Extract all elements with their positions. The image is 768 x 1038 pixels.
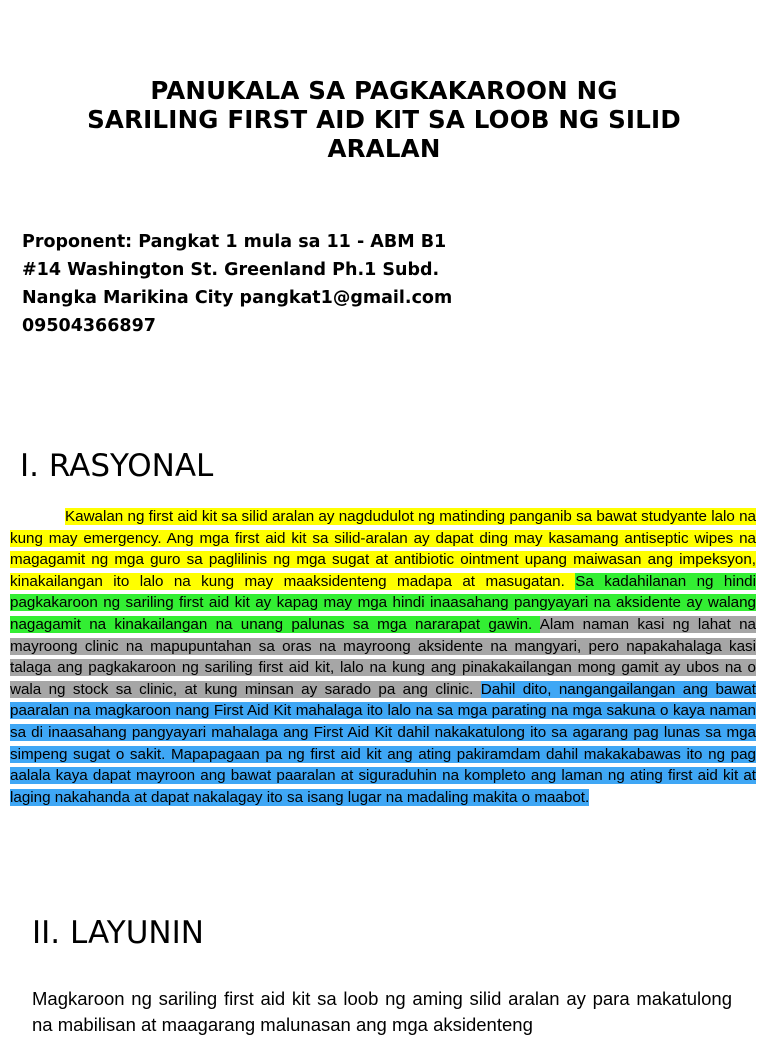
section-heading-layunin: II. LAYUNIN [32, 915, 204, 951]
address-line: #14 Washington St. Greenland Ph.1 Subd. [22, 260, 440, 280]
proponent-line: Proponent: Pangkat 1 mula sa 11 - ABM B1 [22, 232, 447, 252]
highlight-green-segment: Sa kadahilanan ng hindi pagkakaroon ng sariling first aid kit ay kapag may mga hindi inaasahang pangyayari na aksidente ay walang nagagamit na kinakailangan na unang palunas sa mga nararapat gawin. [10, 572, 756, 633]
rasyonal-paragraph [10, 506, 756, 808]
title-line: PANUKALA SA PAGKAKAROON NG [150, 76, 618, 105]
layunin-paragraph: Magkaroon ng sariling first aid kit sa loob ng aming silid aralan ay para makatulong na mabilisan at maagarang malunasan ang mga aksidenteng [32, 988, 732, 1035]
document-title [0, 76, 768, 163]
highlight-gray-segment: Alam naman kasi ng lahat na mayroong clinic na mapupuntahan sa oras na mayroong aksidente na mangyari, pero napakahalaga kasi talaga ang pagkakaroon ng sariling first aid kit, lalo na kung ang pinakakailangan mong gamit ay ubos na o wala ng stock sa clinic, at kung minsan ay sarado pa ang clinic. [10, 615, 756, 698]
city-email-line: Nangka Marikina City pangkat1@gmail.com [22, 288, 453, 308]
phone-line: 09504366897 [22, 316, 156, 336]
section-heading-rasyonal: I. RASYONAL [20, 448, 214, 484]
proponent-block [22, 228, 452, 340]
title-line: ARALAN [327, 134, 441, 163]
highlight-yellow-segment: Kawalan ng first aid kit sa silid aralan ay nagdudulot ng matinding panganib sa bawat studyante lalo na kung may emergency. Ang mga first aid kit sa silid-aralan ay dapat ding may kasamang antiseptic wipes na magagamit ng mga guro sa paglilinis ng mga sugat at antibiotic ointment upang maiwasan ang impeksyon, kinakailangan ito lalo na kung may maaksidenteng madapa at masugatan. [10, 508, 756, 590]
highlight-blue-segment: Dahil dito, nangangailangan ang bawat paaralan na magkaroon nang First Aid Kit mahalaga ito lalo na sa mga parating na mga sakuna o kaya naman sa di inaasahang pangyayari mahalaga ang First Aid Kit dahil nakakatulong ito sa agarang pag lunas sa mga simpeng sugat o sakit. Mapapagaan pa ng first aid kit ang ating pakiramdam dahil makakabawas ito ng pag aalala kaya dapat mayroon ang bawat paaralan at siguraduhin na kompleto ang laman ng ating first aid kit at laging nakahanda at dapat nakalagay ito sa isang lugar na madaling makita o maabot. [10, 680, 756, 806]
title-line: SARILING FIRST AID KIT SA LOOB NG SILID [87, 105, 681, 134]
